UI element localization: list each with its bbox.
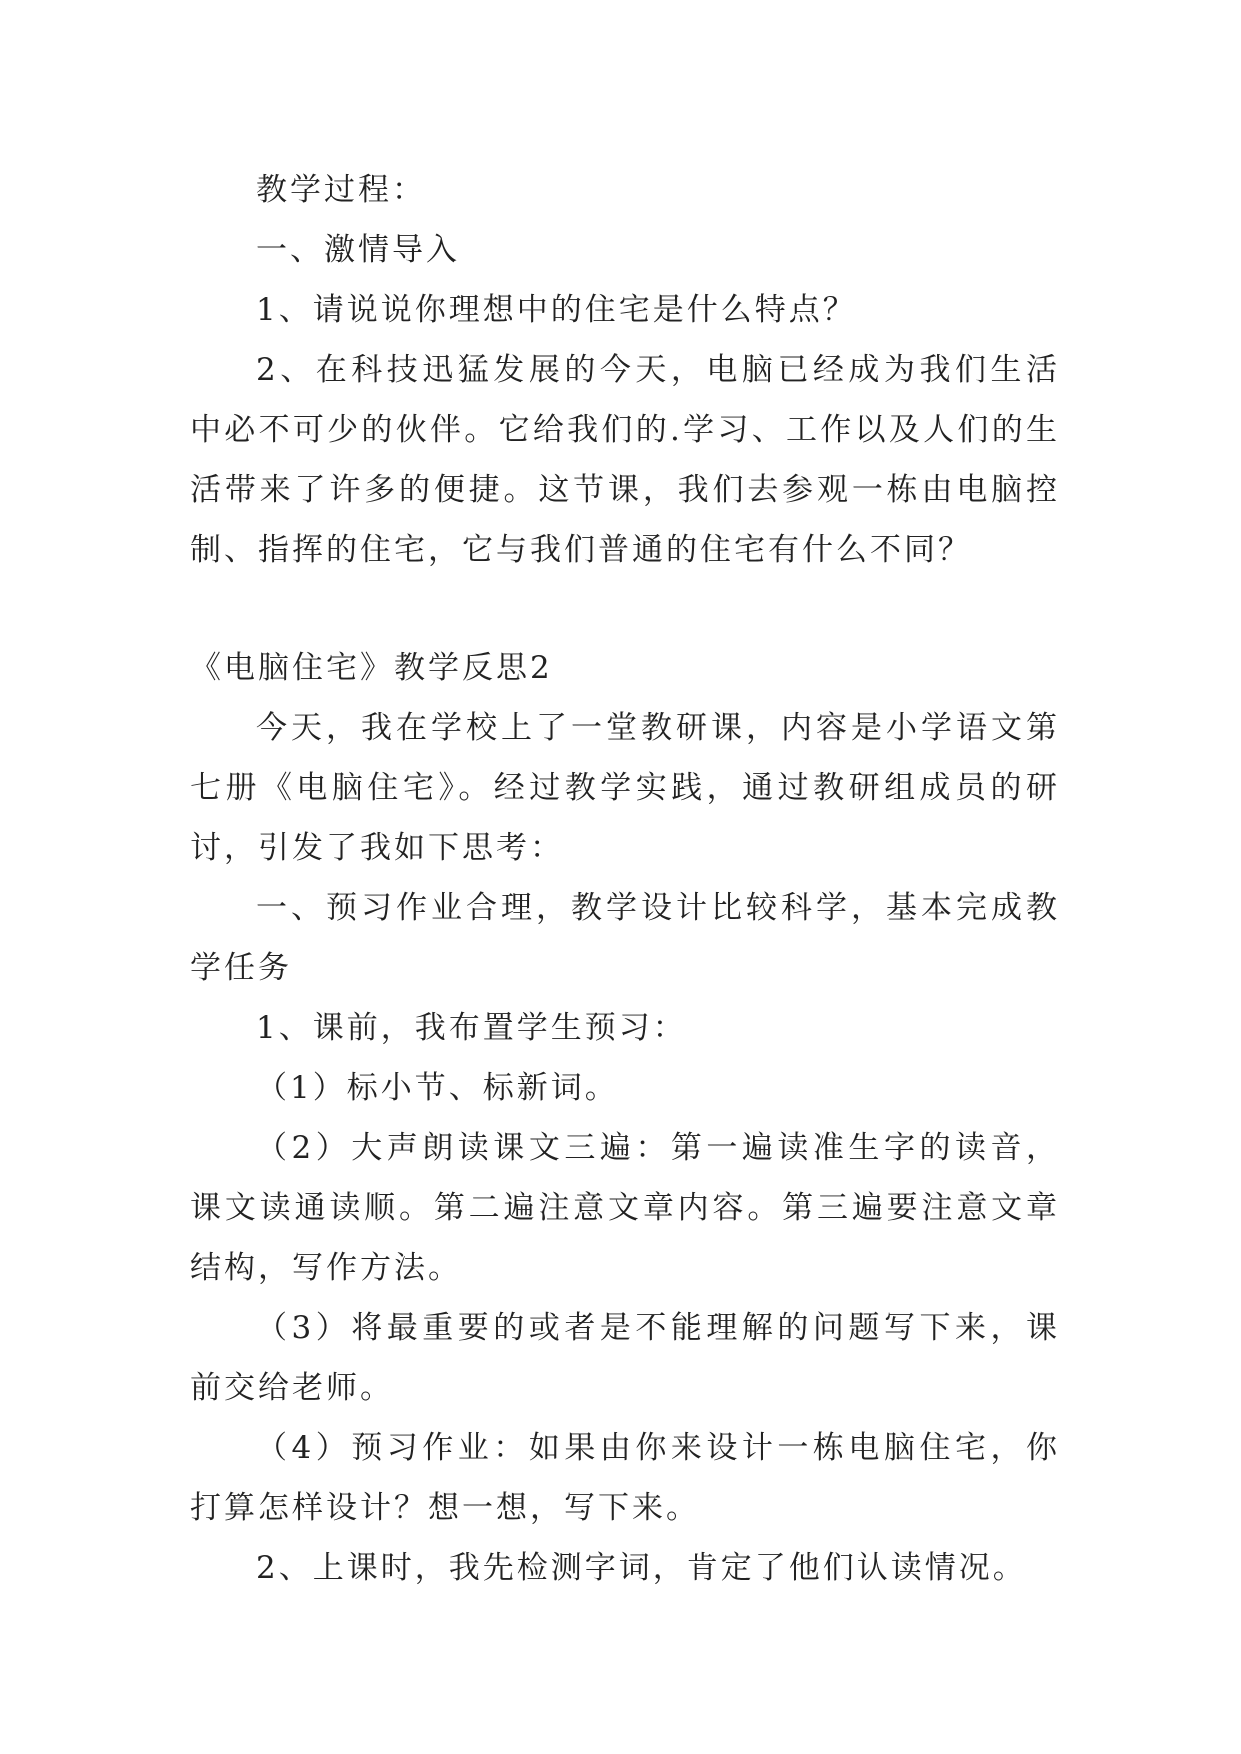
paragraph: 一、预习作业合理，教学设计比较科学，基本完成教学任务 bbox=[190, 890, 1060, 986]
paragraph: （1）标小节、标新词。 bbox=[256, 1070, 619, 1106]
part-title: 一、激情导入 bbox=[256, 232, 460, 268]
paragraph: 1、请说说你理想中的住宅是什么特点？ bbox=[256, 292, 857, 328]
paragraph: （4）预习作业：如果由你来设计一栋电脑住宅，你打算怎样设计？想一想，写下来。 bbox=[190, 1430, 1060, 1526]
section-heading: 教学过程： bbox=[256, 172, 426, 208]
section-gap bbox=[190, 580, 1060, 638]
document-body bbox=[190, 160, 1060, 1598]
paragraph: （2）大声朗读课文三遍：第一遍读准生字的读音，课文读通读顺。第二遍注意文章内容。第三遍要注意文章结构，写作方法。 bbox=[190, 1130, 1060, 1286]
paragraph: 2、在科技迅猛发展的今天，电脑已经成为我们生活中必不可少的伙伴。它给我们的.学习、工作以及人们的生活带来了许多的便捷。这节课，我们去参观一栋由电脑控制、指挥的住宅，它与我们普通的住宅有什么不同？ bbox=[190, 352, 1060, 568]
paragraph: （3）将最重要的或者是不能理解的问题写下来，课前交给老师。 bbox=[190, 1310, 1060, 1406]
article-title: 《电脑住宅》教学反思2 bbox=[190, 650, 553, 686]
paragraph: 1、课前，我布置学生预习： bbox=[256, 1010, 687, 1046]
paragraph: 今天，我在学校上了一堂教研课，内容是小学语文第七册《电脑住宅》。经过教学实践，通过教研组成员的研讨，引发了我如下思考： bbox=[190, 710, 1060, 866]
paragraph: 2、上课时，我先检测字词，肯定了他们认读情况。 bbox=[256, 1550, 1027, 1586]
